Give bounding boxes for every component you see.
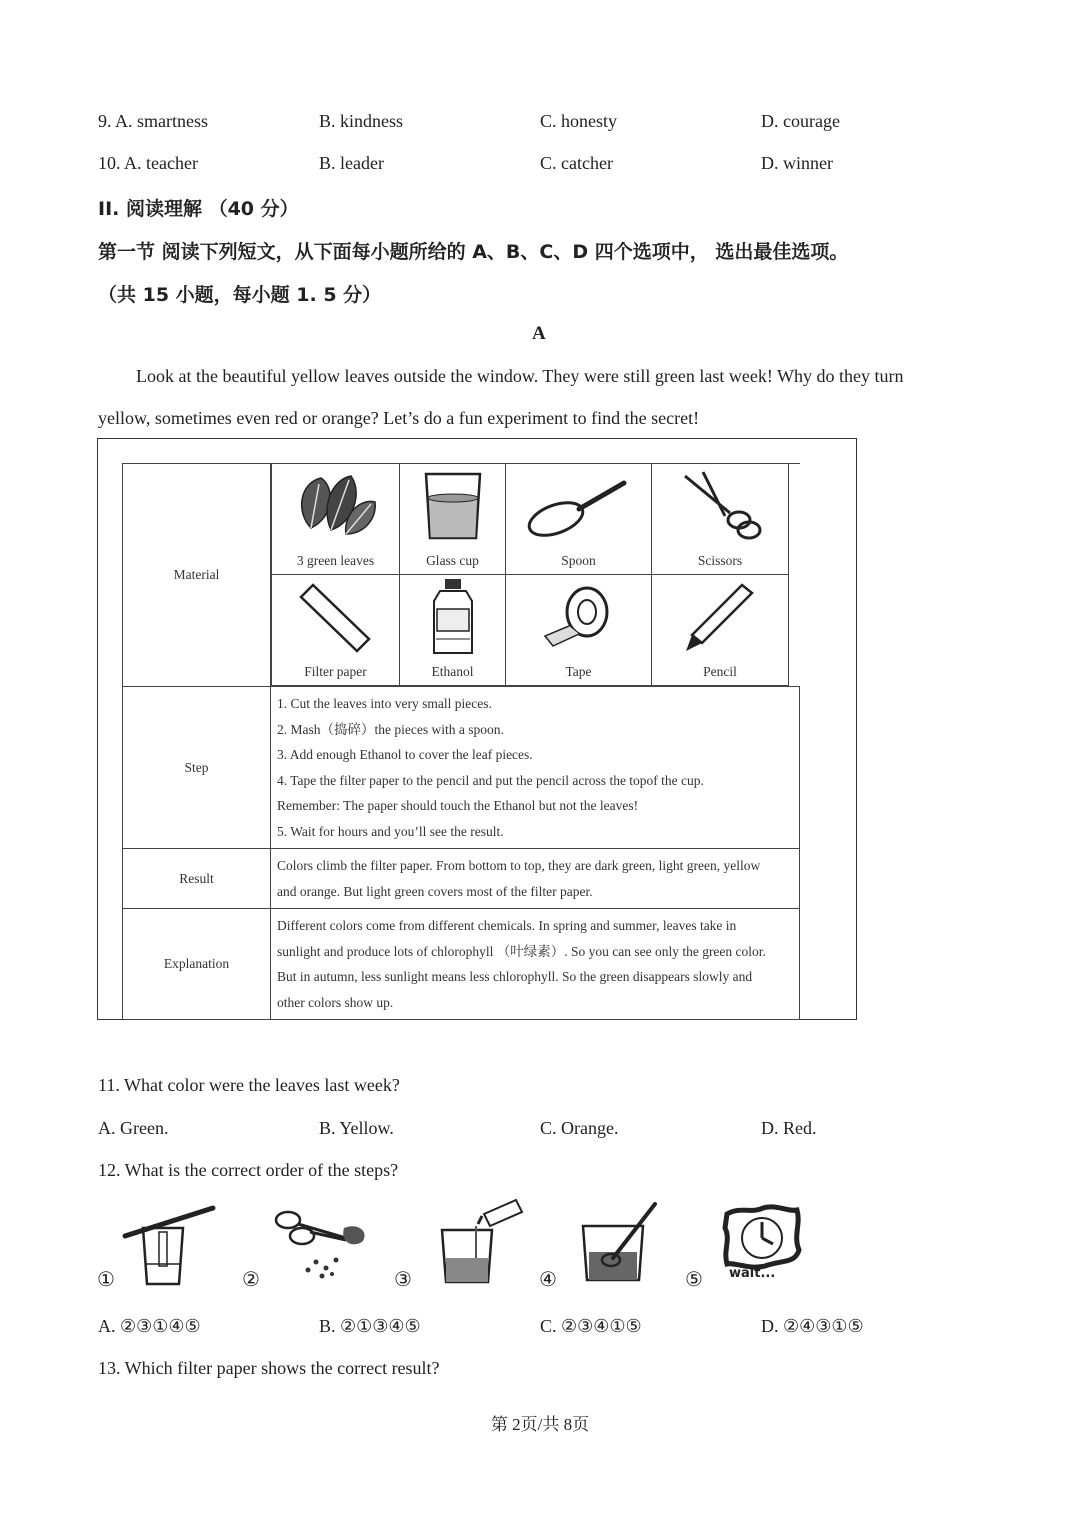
cutting-leaves-icon bbox=[266, 1202, 376, 1282]
q12-option-a: A. ②③①④⑤ bbox=[98, 1316, 201, 1336]
explanation-line: other colors show up. bbox=[277, 994, 394, 1010]
material-pencil bbox=[651, 575, 789, 686]
step-line: 4. Tape the filter paper to the pencil and put the pencil across the topof the cup. bbox=[277, 772, 704, 788]
q11-option-a: A. Green. bbox=[98, 1118, 169, 1138]
step-line: 5. Wait for hours and you’ll see the result. bbox=[277, 823, 504, 839]
picture-number: ① bbox=[97, 1269, 115, 1291]
glass-cup-icon bbox=[418, 468, 488, 544]
picture-number: ③ bbox=[394, 1269, 412, 1291]
q12-question: 12. What is the correct order of the steps? bbox=[98, 1160, 399, 1180]
material-grid bbox=[271, 464, 800, 686]
section-title: II. 阅读理解 （40 分） bbox=[98, 198, 299, 220]
material-spoon bbox=[505, 464, 651, 575]
material-ethanol bbox=[399, 575, 505, 686]
pouring-ethanol-icon bbox=[434, 1196, 524, 1286]
material-label: Material bbox=[123, 464, 271, 687]
q12-option-d: D. ②④③①⑤ bbox=[761, 1316, 864, 1336]
explanation-line: But in autumn, less sunlight means less chlorophyll. So the green disappears slowly and bbox=[277, 969, 753, 984]
material-scissors bbox=[651, 464, 789, 575]
experiment-table bbox=[122, 463, 800, 1020]
result-line: Colors climb the filter paper. From bottom to top, they are dark green, light green, yellow bbox=[277, 858, 761, 873]
q9-option-d: D. courage bbox=[761, 111, 840, 131]
material-filter-paper bbox=[271, 575, 399, 686]
passage-line-1: Look at the beautiful yellow leaves outside the window. They were still green last week! Why do they turn bbox=[136, 366, 904, 386]
q12-step-pictures bbox=[97, 1196, 817, 1296]
q11-option-b: B. Yellow. bbox=[319, 1118, 394, 1138]
q13-question: 13. Which filter paper shows the correct result? bbox=[98, 1358, 440, 1378]
q9-option-a: 9. A. smartness bbox=[98, 111, 208, 131]
q12-option-c: C. ②③④①⑤ bbox=[540, 1316, 642, 1336]
leaves-icon bbox=[291, 468, 381, 544]
picture-number: ⑤ bbox=[685, 1269, 703, 1291]
filter-paper-icon bbox=[291, 579, 381, 655]
q10-option-a: 10. A. teacher bbox=[98, 153, 198, 173]
material-name: Pencil bbox=[703, 664, 737, 679]
step-picture-4 bbox=[539, 1196, 659, 1296]
material-name: Spoon bbox=[561, 553, 596, 568]
q11-option-d: D. Red. bbox=[761, 1118, 817, 1138]
q10-option-d: D. winner bbox=[761, 153, 833, 173]
scissors-icon bbox=[675, 468, 765, 544]
material-name: Tape bbox=[565, 664, 592, 679]
material-name: Ethanol bbox=[431, 664, 474, 679]
step-label: Step bbox=[123, 687, 271, 849]
passage-label: A bbox=[532, 323, 546, 344]
material-tape bbox=[505, 575, 651, 686]
q12-option-b: B. ②①③④⑤ bbox=[319, 1316, 421, 1336]
step-line: 2. Mash（捣碎）the pieces with a spoon. bbox=[277, 721, 504, 737]
part1-scoring: （共 15 小题，每小题 1. 5 分） bbox=[98, 284, 382, 306]
explanation-cell bbox=[271, 909, 800, 1020]
q10-option-c: C. catcher bbox=[540, 153, 613, 173]
mashing-with-spoon-icon bbox=[573, 1196, 669, 1286]
step-picture-1 bbox=[97, 1196, 217, 1296]
q9-option-c: C. honesty bbox=[540, 111, 618, 131]
result-label: Result bbox=[123, 849, 271, 909]
pencil-icon bbox=[680, 579, 760, 655]
explanation-line: Different colors come from different chemicals. In spring and summer, leaves take in bbox=[277, 918, 737, 933]
cup-with-pencil-icon bbox=[121, 1202, 217, 1286]
clock-icon bbox=[721, 1204, 803, 1274]
ethanol-bottle-icon bbox=[428, 577, 478, 657]
material-name: 3 green leaves bbox=[296, 553, 375, 568]
tape-icon bbox=[539, 582, 619, 652]
q10-option-b: B. leader bbox=[319, 153, 384, 173]
step-picture-2 bbox=[242, 1196, 362, 1296]
result-cell bbox=[271, 849, 800, 909]
steps-cell bbox=[271, 687, 800, 849]
picture-number: ④ bbox=[539, 1269, 557, 1291]
page-footer: 第 2页/共 8页 bbox=[490, 1415, 590, 1434]
explanation-label: Explanation bbox=[123, 909, 271, 1020]
q9-option-b: B. kindness bbox=[319, 111, 404, 131]
experiment-figure bbox=[97, 438, 857, 1020]
material-name: Filter paper bbox=[304, 664, 367, 679]
q11-option-c: C. Orange. bbox=[540, 1118, 619, 1138]
step-line: 1. Cut the leaves into very small pieces. bbox=[277, 696, 492, 711]
part1-instruction: 第一节 阅读下列短文，从下面每小题所给的 A、B、C、D 四个选项中， 选出最佳选项。 bbox=[98, 241, 849, 263]
step-line: Remember: The paper should touch the Ethanol but not the leaves! bbox=[277, 798, 639, 813]
explanation-line: sunlight and produce lots of chlorophyll （叶绿素）. So you can see only the green color. bbox=[277, 943, 766, 959]
step-line: 3. Add enough Ethanol to cover the leaf pieces. bbox=[277, 747, 533, 762]
material-glass-cup bbox=[399, 464, 505, 575]
material-grid-cell bbox=[271, 464, 800, 687]
picture-number: ② bbox=[242, 1269, 260, 1291]
spoon-icon bbox=[524, 471, 634, 541]
step-picture-5 bbox=[685, 1196, 805, 1296]
material-name: Scissors bbox=[697, 553, 743, 568]
q11-question: 11. What color were the leaves last week? bbox=[98, 1075, 400, 1095]
material-leaves bbox=[271, 464, 399, 575]
material-name: Glass cup bbox=[426, 553, 479, 568]
wait-label: wait... bbox=[729, 1266, 776, 1281]
passage-line-2: yellow, sometimes even red or orange? Let’s do a fun experiment to find the secret! bbox=[98, 408, 700, 428]
result-line: and orange. But light green covers most of the filter paper. bbox=[277, 883, 593, 899]
step-picture-3 bbox=[394, 1196, 514, 1296]
